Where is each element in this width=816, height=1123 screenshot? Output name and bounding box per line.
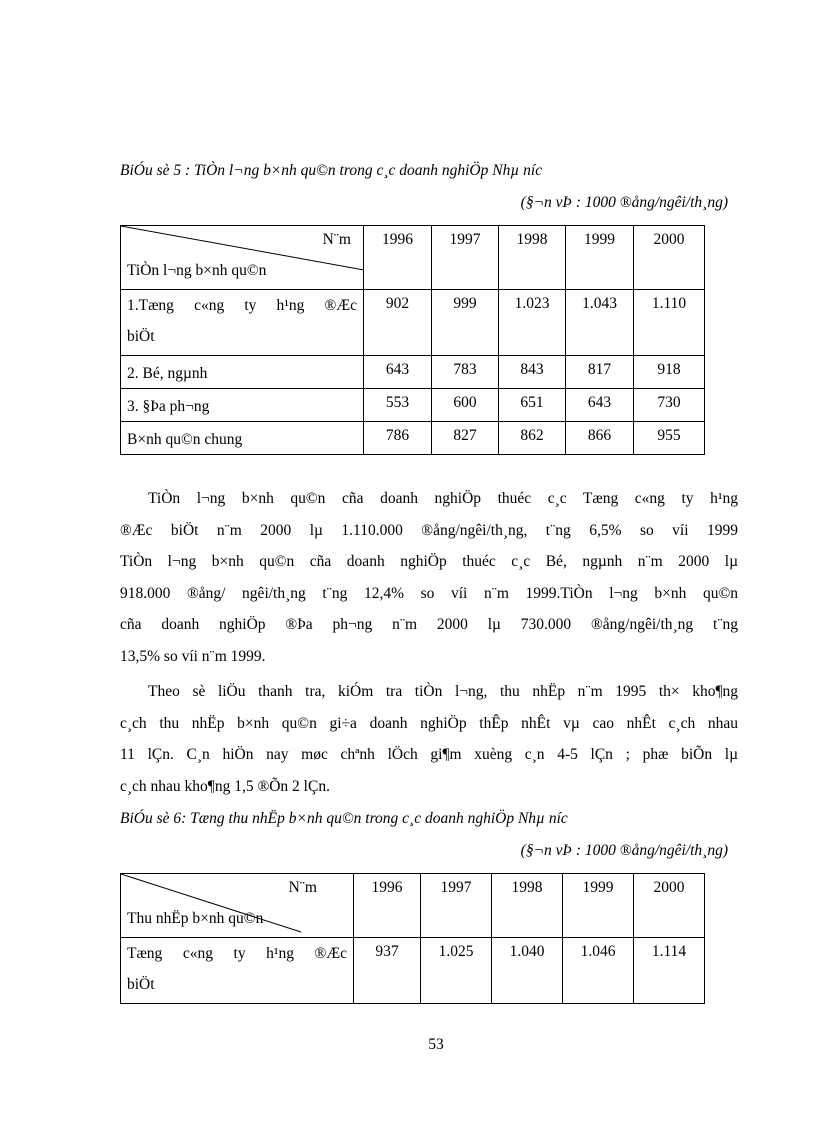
table5-cell: 730	[634, 389, 705, 422]
table5-cell: 651	[499, 389, 566, 422]
table6-year: 1998	[492, 874, 563, 938]
table6-corner-header	[121, 874, 354, 938]
table6-unit: (§¬n vÞ : 1000 ®ång/ngêi/th¸ng)	[520, 842, 728, 859]
table6-cell: 1.046	[563, 938, 634, 1004]
table-row	[121, 356, 705, 389]
table5-cell: 902	[364, 290, 432, 356]
table6-cell: 1.025	[421, 938, 492, 1004]
table-row	[121, 389, 705, 422]
table5-unit: (§¬n vÞ : 1000 ®ång/ngêi/th¸ng)	[520, 194, 728, 211]
table5-cell: 553	[364, 389, 432, 422]
table6-year: 2000	[634, 874, 705, 938]
table5-cell: 827	[432, 422, 499, 455]
paragraph-2: Theo sè liÖu thanh tra, kiÓm tra tiÒn l¬ng, thu nhËp n¨m 1995 th× kho¶ng c¸ch thu nhËp b×nh qu©n gi÷a doanh nghiÖp thÊp nhÊt vµ cao nhÊt c¸ch nhau 11 lÇn. C¸n hiÖn nay møc chªnh lÖch gi¶m xuèng c¸n 4-5 lÇn ; phæ biÕn lµ c¸ch nhau kho¶ng 1,5 ®Õn 2 lÇn.	[120, 683, 738, 795]
table5-header-row	[121, 226, 705, 290]
table5-year: 1998	[499, 226, 566, 290]
table5-cell: 783	[432, 356, 499, 389]
table6	[120, 873, 705, 1004]
table5-row-label: 2. Bé, ngµnh	[121, 356, 364, 389]
table5-cell: 1.110	[634, 290, 705, 356]
table6-header-metric: Thu nhËp b×nh qu©n	[127, 910, 264, 927]
table6-year: 1997	[421, 874, 492, 938]
table5	[120, 225, 705, 455]
table5-corner-header	[121, 226, 364, 290]
diagonal-line	[121, 874, 354, 938]
table6-row-label: Tæng c«ng ty h¹ng ®Æc biÖt	[121, 938, 354, 1004]
table5-year: 2000	[634, 226, 705, 290]
table5-cell: 1.043	[566, 290, 634, 356]
table5-cell: 643	[364, 356, 432, 389]
table6-cell: 1.040	[492, 938, 563, 1004]
table6-cell: 1.114	[634, 938, 705, 1004]
table5-cell: 918	[634, 356, 705, 389]
table6-header-row	[121, 874, 705, 938]
table5-cell: 1.023	[499, 290, 566, 356]
table5-cell: 862	[499, 422, 566, 455]
table5-cell: 955	[634, 422, 705, 455]
table-row	[121, 290, 705, 356]
table5-header-metric: TiÒn l¬ng b×nh qu©n	[127, 262, 267, 279]
table5-cell: 843	[499, 356, 566, 389]
table6-year: 1999	[563, 874, 634, 938]
paragraph-1: TiÒn l¬ng b×nh qu©n cña doanh nghiÖp thuéc c¸c Tæng c«ng ty h¹ng ®Æc biÖt n¨m 2000 lµ 1.110.000 ®ång/ngêi/th¸ng, t¨ng 6,5% so víi 1999 TiÒn l¬ng b×nh qu©n cña doanh nghiÖp thuéc c¸c Bé, ngµnh n¨m 2000 lµ 918.000 ®ång/ ngêi/th¸ng t¨ng 12,4% so víi n¨m 1999.TiÒn l¬ng b×nh qu©n cña doanh nghiÖp ®Þa ph¬ng n¨m 2000 lµ 730.000 ®ång/ngêi/th¸ng t¨ng 13,5% so víi n¨m 1999.	[120, 490, 738, 665]
table5-year: 1997	[432, 226, 499, 290]
table6-caption: BiÓu sè 6: Tæng thu nhËp b×nh qu©n trong c¸c doanh nghiÖp Nhµ níc	[120, 810, 568, 827]
table5-cell: 999	[432, 290, 499, 356]
table6-year: 1996	[354, 874, 421, 938]
table-row	[121, 938, 705, 1004]
page-number: 53	[428, 1036, 444, 1053]
table5-cell: 786	[364, 422, 432, 455]
table5-year: 1996	[364, 226, 432, 290]
table5-row-label: 3. §Þa ph¬ng	[121, 389, 364, 422]
table5-cell: 817	[566, 356, 634, 389]
table6-header-year: N¨m	[288, 879, 317, 896]
table5-cell: 643	[566, 389, 634, 422]
table6-cell: 937	[354, 938, 421, 1004]
table5-caption: BiÓu sè 5 : TiÒn l¬ng b×nh qu©n trong c¸c doanh nghiÖp Nhµ níc	[120, 162, 543, 179]
table5-year: 1999	[566, 226, 634, 290]
table5-row-label: B×nh qu©n chung	[121, 422, 364, 455]
table5-row-label: 1.Tæng c«ng ty h¹ng ®Æc biÖt	[121, 290, 364, 356]
table-row	[121, 422, 705, 455]
table5-header-year: N¨m	[322, 231, 351, 248]
table5-cell: 600	[432, 389, 499, 422]
table5-cell: 866	[566, 422, 634, 455]
